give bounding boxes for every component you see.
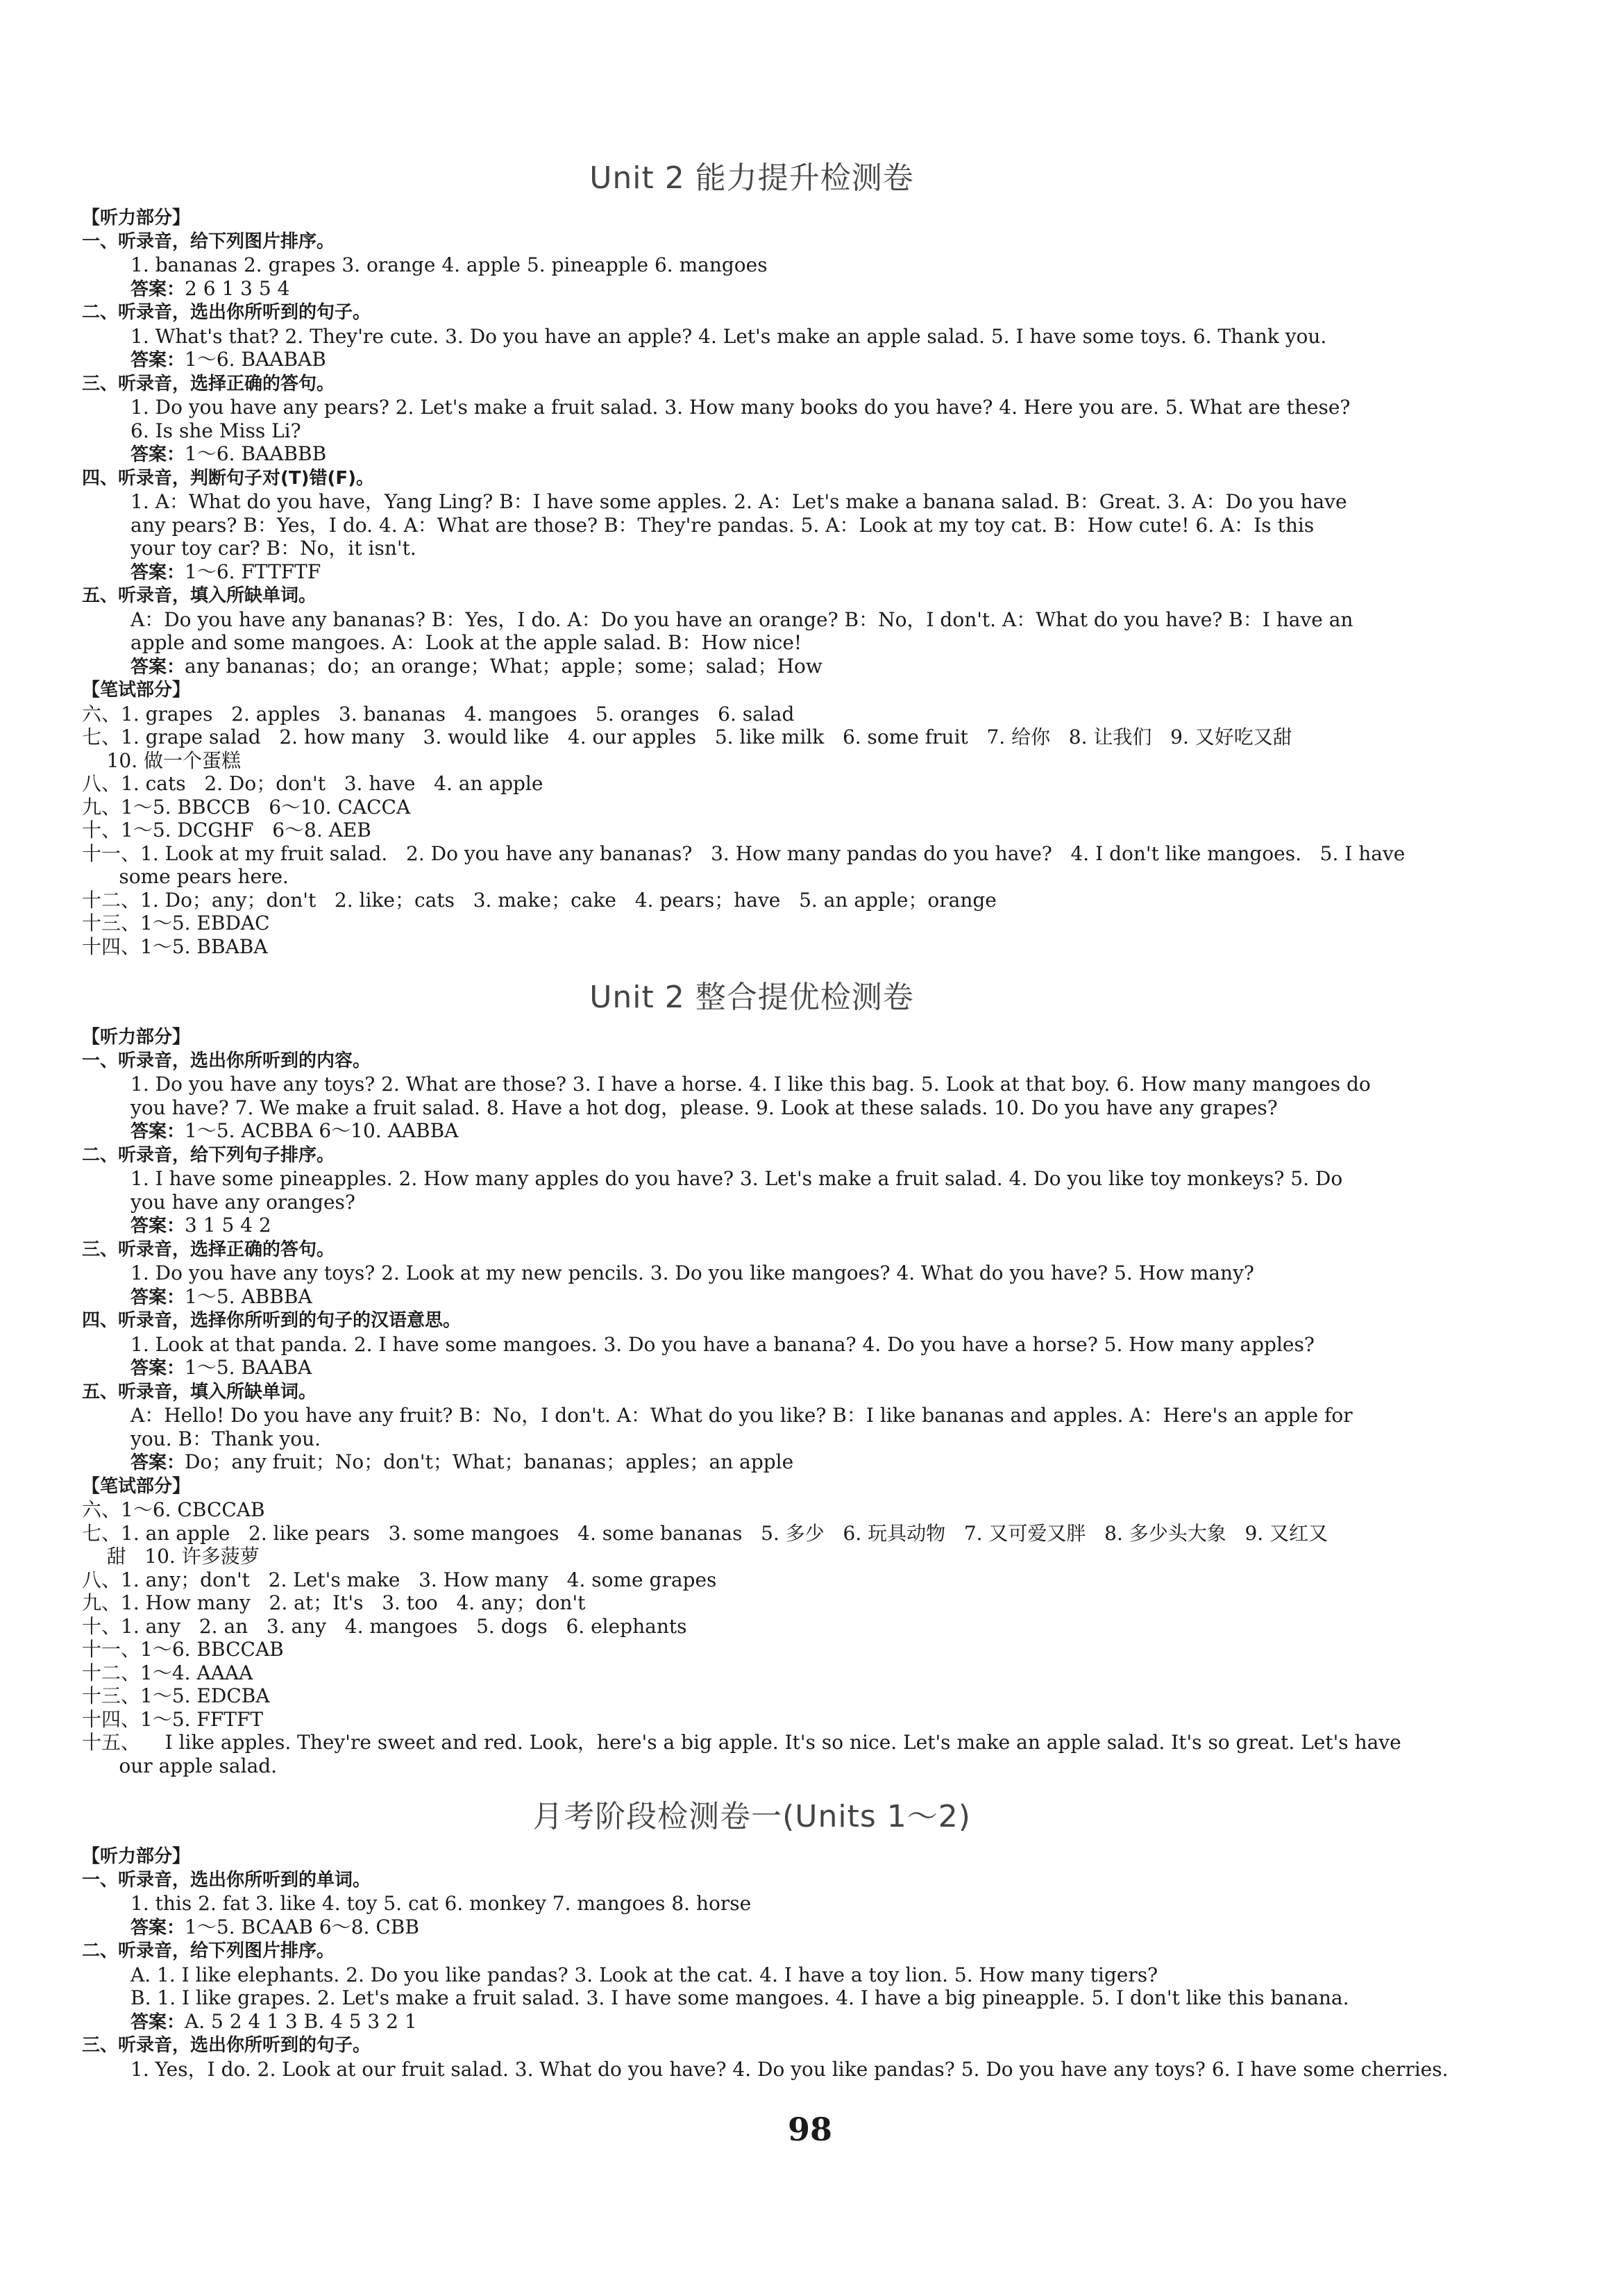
text-line: 1. Do you have any toys? 2. What are those? 3. I have a horse. 4. I like this bag. 5. Look at that boy. 6. How many mangoes do	[130, 1073, 1371, 1096]
text-line: 1. this 2. fat 3. like 4. toy 5. cat 6. monkey 7. mangoes 8. horse	[130, 1892, 752, 1915]
answer-label: 答案：	[130, 350, 185, 371]
answer-line	[82, 1916, 1421, 1941]
answer-line	[82, 1285, 1421, 1310]
text-line: 1. Do you have any pears? 2. Let's make a fruit salad. 3. How many books do you have? 4. Here you are. 5. What are these?	[130, 396, 1351, 419]
question-heading: 【笔试部分】	[82, 1475, 191, 1497]
text-line: 十、1. any 2. an 3. any 4. mangoes 5. dogs 6. elephants	[82, 1614, 687, 1638]
answer-value: 1～5. BAABA	[185, 1356, 312, 1379]
text-line: 八、1. any；don't 2. Let's make 3. How many 4. some grapes	[82, 1568, 717, 1591]
text-line: 十四、1～5. BBABA	[82, 935, 268, 958]
answer-label: 答案：	[130, 1121, 185, 1142]
question-heading: 四、听录音，选择你所听到的句子的汉语意思。	[82, 1310, 462, 1331]
answer-value: 1～6. BAABAB	[185, 348, 326, 371]
text-line: A：Do you have any bananas? B：Yes，I do. A：Do you have an orange? B：No，I don't. A：What do you have? B：I have an	[130, 607, 1353, 631]
text-line: 十一、1～6. BBCCAB	[82, 1638, 284, 1661]
text-line: some pears here.	[82, 865, 289, 888]
question-heading: 五、听录音，填入所缺单词。	[82, 585, 317, 606]
answer-line	[82, 2010, 1421, 2035]
answer-value: 3 1 5 4 2	[185, 1214, 271, 1237]
question-heading: 五、听录音，填入所缺单词。	[82, 1381, 317, 1402]
text-line: 六、1～6. CBCCAB	[82, 1498, 265, 1521]
answer-value: 1～5. BCAAB 6～8. CBB	[185, 1915, 419, 1938]
question-heading: 三、听录音，选择正确的答句。	[82, 373, 335, 394]
text-line: 1. A：What do you have，Yang Ling? B：I have some apples. 2. A：Let's make a banana salad. B：Great. 3. A：Do you have	[130, 490, 1347, 513]
section-title: Unit 2 整合提优检测卷	[589, 980, 914, 1015]
question-heading: 三、听录音，选择正确的答句。	[82, 1239, 335, 1260]
text-line: 十、1～5. DCGHF 6～8. AEB	[82, 819, 371, 841]
question-heading: 【听力部分】	[82, 1846, 191, 1867]
question-heading: 一、听录音，选出你所听到的单词。	[82, 1869, 371, 1891]
section-title: 月考阶段检测卷一(Units 1～2)	[532, 1799, 971, 1834]
text-line: 1. bananas 2. grapes 3. orange 4. apple 5. pineapple 6. mangoes	[130, 253, 768, 276]
answer-line	[82, 277, 1421, 302]
answer-line	[82, 655, 1421, 680]
question-heading: 四、听录音，判断句子对(T)错(F)。	[82, 467, 375, 489]
text-line: 甜 10. 许多菠萝	[82, 1545, 260, 1568]
answer-line	[82, 1356, 1421, 1381]
question-heading: 一、听录音，给下列图片排序。	[82, 231, 335, 252]
answer-label: 答案：	[130, 444, 185, 465]
text-line: our apple salad.	[82, 1754, 278, 1777]
question-heading: 【听力部分】	[82, 1027, 191, 1048]
answer-value: 1～6. BAABBB	[185, 442, 327, 465]
answer-line	[82, 442, 1421, 467]
question-heading: 【听力部分】	[82, 208, 191, 228]
text-line: 10. 做一个蛋糕	[82, 748, 242, 772]
text-line: 六、1. grapes 2. apples 3. bananas 4. mangoes 5. oranges 6. salad	[82, 702, 795, 726]
answer-value: 1～5. ACBBA 6～10. AABBA	[185, 1119, 459, 1142]
question-heading: 二、听录音，给下列句子排序。	[82, 1144, 335, 1166]
answer-label: 答案：	[130, 562, 185, 583]
answer-line	[82, 1214, 1421, 1239]
text-line: 十三、1～5. EDCBA	[82, 1684, 270, 1707]
text-line: 八、1. cats 2. Do；don't 3. have 4. an apple	[82, 772, 543, 795]
text-line: any pears? B：Yes，I do. 4. A：What are those? B：They're pandas. 5. A：Look at my toy cat. B：How cute! 6. A：Is this	[130, 513, 1315, 537]
text-line: 十三、1～5. EBDAC	[82, 912, 270, 935]
section-title: Unit 2 能力提升检测卷	[589, 160, 914, 196]
answer-value: 1～6. FTTFTF	[185, 560, 321, 583]
text-line: you have any oranges?	[130, 1190, 355, 1214]
answer-label: 答案：	[130, 1917, 185, 1938]
answer-line	[82, 560, 1421, 585]
answer-value: any bananas；do；an orange；What；apple；some；salad；How	[185, 654, 822, 678]
question-heading: 【笔试部分】	[82, 680, 191, 701]
answer-label: 答案：	[130, 2011, 185, 2033]
answer-label: 答案：	[130, 656, 185, 678]
text-line: 1. What's that? 2. They're cute. 3. Do you have an apple? 4. Let's make an apple salad. 5. I have some toys. 6. Thank you.	[130, 324, 1327, 348]
text-line: 十一、1. Look at my fruit salad. 2. Do you have any bananas? 3. How many pandas do you have? 4. I don't like mangoes. 5. I have	[82, 841, 1406, 865]
text-line: A：Hello! Do you have any fruit? B：No，I don't. A：What do you like? B：I like bananas and apples. A：Here's an apple for	[130, 1404, 1353, 1427]
question-heading: 二、听录音，选出你所听到的句子。	[82, 302, 371, 323]
text-line: 1. Yes，I do. 2. Look at our fruit salad. 3. What do you have? 4. Do you like pandas? 5. Do you have any toys? 6. I have some cherries.	[130, 2057, 1449, 2081]
answer-value: 2 6 1 3 5 4	[185, 276, 290, 300]
text-line: 十四、1～5. FFTFT	[82, 1707, 264, 1731]
page-number: 98	[787, 2111, 832, 2148]
answer-value: A. 5 2 4 1 3 B. 4 5 3 2 1	[185, 2009, 417, 2033]
text-line: apple and some mangoes. A：Look at the apple salad. B：How nice!	[130, 631, 802, 654]
answer-label: 答案：	[130, 278, 185, 300]
text-line: 十五、 I like apples. They're sweet and red. Look，here's a big apple. It's so nice. Let's make an apple salad. It's so great. Let's have	[82, 1731, 1401, 1754]
text-line: you have? 7. We make a fruit salad. 8. Have a hot dog，please. 9. Look at these salads. 10. Do you have any grapes?	[130, 1096, 1278, 1119]
answer-value: 1～5. ABBBA	[185, 1284, 312, 1308]
answer-line	[82, 1450, 1421, 1475]
text-line: 十二、1～4. AAAA	[82, 1661, 253, 1684]
page-content	[82, 139, 1449, 2081]
text-line: 6. Is she Miss Li?	[130, 419, 301, 442]
text-line: you. B：Thank you.	[130, 1427, 321, 1450]
text-line: 九、1. How many 2. at；It's 3. too 4. any；don't	[82, 1591, 586, 1614]
answer-label: 答案：	[130, 1216, 185, 1237]
text-line: 1. Look at that panda. 2. I have some mangoes. 3. Do you have a banana? 4. Do you have a horse? 5. How many apples?	[130, 1332, 1315, 1356]
text-line: B. 1. I like grapes. 2. Let's make a fruit salad. 3. I have some mangoes. 4. I have a big pineapple. 5. I don't like this banana.	[130, 1986, 1349, 2009]
question-heading: 二、听录音，给下列图片排序。	[82, 1941, 335, 1961]
text-line: 七、1. an apple 2. like pears 3. some mangoes 4. some bananas 5. 多少 6. 玩具动物 7. 又可爱又胖 8. 多少头大象 9. 又红又	[82, 1521, 1328, 1545]
text-line: 九、1～5. BBCCB 6～10. CACCA	[82, 795, 411, 819]
text-line: 1. I have some pineapples. 2. How many apples do you have? 3. Let's make a fruit salad. 4. Do you like toy monkeys? 5. Do	[130, 1167, 1343, 1190]
text-line: your toy car? B：No，it isn't.	[130, 537, 416, 560]
answer-label: 答案：	[130, 1287, 185, 1308]
question-heading: 三、听录音，选出你所听到的句子。	[82, 2035, 371, 2056]
answer-line	[82, 348, 1421, 373]
answer-label: 答案：	[130, 1358, 185, 1379]
answer-label: 答案：	[130, 1452, 185, 1473]
text-line: 1. Do you have any toys? 2. Look at my new pencils. 3. Do you like mangoes? 4. What do you have? 5. How many?	[130, 1262, 1254, 1284]
answer-line	[82, 1119, 1421, 1144]
text-line: 十二、1. Do；any；don't 2. like；cats 3. make；cake 4. pears；have 5. an apple；orange	[82, 888, 997, 912]
text-line: 七、1. grape salad 2. how many 3. would like 4. our apples 5. like milk 6. some fruit 7. 给你 8. 让我们 9. 又好吃又甜	[82, 726, 1292, 748]
text-line: A. 1. I like elephants. 2. Do you like pandas? 3. Look at the cat. 4. I have a toy lion. 5. How many tigers?	[130, 1963, 1158, 1986]
question-heading: 一、听录音，选出你所听到的内容。	[82, 1050, 371, 1071]
answer-value: Do；any fruit；No；don't；What；bananas；apples；an apple	[185, 1450, 794, 1473]
